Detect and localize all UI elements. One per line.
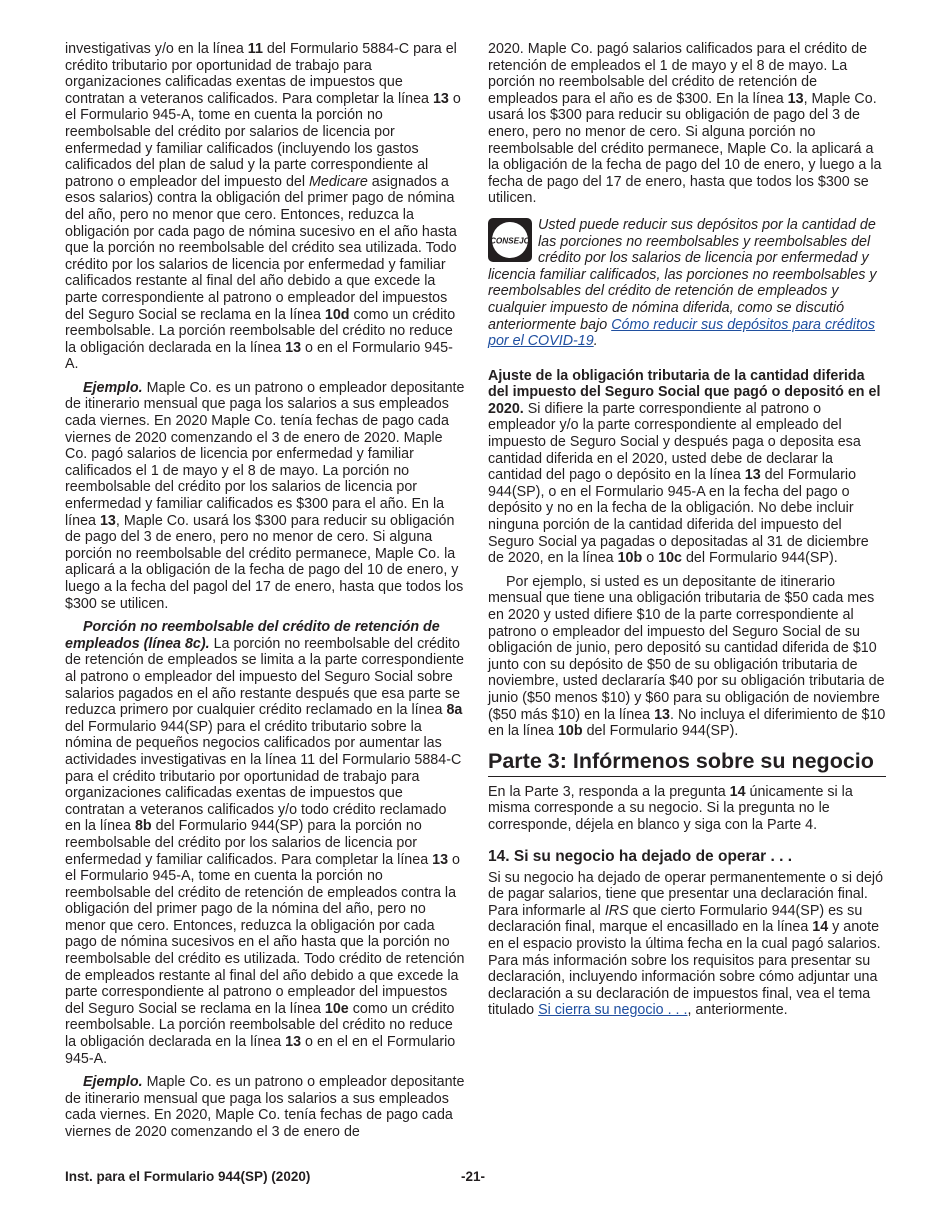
deferred-tax-adjustment-paragraph: Ajuste de la obligación tributaria de la cantidad diferida del impuesto del Seguro Social que pagó o depositó en el 2020. Si difiere la parte correspondiente al patrono o empleador y/o la parte correspondiente al empleado del impuesto de Seguro Social y después paga o deposita esa cantidad diferida en el 2020, usted debe de declarar la cantidad del pago o depósito en la línea 13 del Formulario 944(SP), o en el Formulario 945-A en la fecha del pago o depósito y no en la fecha de la obligación. No debe incluir ninguna porción de la cantidad diferida del impuesto del Seguro Social ya pagadas o depositadas al 31 de diciembre de 2020, en la línea 10b o 10c del Formulario 944(SP).: [488, 367, 881, 567]
footer-title: Inst. para el Formulario 944(SP) (2020): [65, 1169, 311, 1184]
close-business-link[interactable]: Si cierra su negocio . . .: [538, 1002, 688, 1019]
paragraph: 2020. Maple Co. pagó salarios calificados para el crédito de retención de empleados el 1 de mayo y el 8 de mayo. La porción no reembolsable del crédito de retención de empleados para el año es de $300. En la línea 13, Maple Co. usará los $300 para reducir su obligación de pago del 3 de enero, pero no menor de cero. Si alguna porción no reembolsable del crédito permanece, Maple Co. la aplicará a la obligación de la fecha de pago del 10 de enero, y luego a la fecha de pago del 17 de enero, hasta que todos los $300 se utilicen.: [488, 41, 882, 207]
part3-heading: Parte 3: Infórmenos sobre su negocio: [488, 748, 886, 777]
example-paragraph: Ejemplo. Maple Co. es un patrono o empleador depositante de itinerario mensual que paga los salarios a sus empleados cada viernes. En 2020, Maple Co. tenía fechas de pago cada viernes de 2020 comenzando el 3 de enero de: [65, 1074, 465, 1140]
covid-deposits-link[interactable]: Cómo reducir sus depósitos para créditos por el COVID-19: [488, 316, 876, 350]
svg-text:CONSEJO: CONSEJO: [489, 236, 531, 246]
paragraph: investigativas y/o en la línea 11 del Formulario 5884-C para el crédito tributario por oportunidad de trabajo para organizaciones calificadas exentas de impuestos que contratan a veteranos calificados. Para completar la línea 13 o el Formulario 945-A, tome en cuenta la porción no reembolsable del crédito por salarios de licencia por enfermedad y familiar calificados (incluyendo los gastos calificados del plan de salud y la parte correspondiente al patrono o empleador del impuesto del Medicare asignados a esos salarios) contra la obligación del primer pago de nómina del año, pero no menor que cero. Entonces, reduzca la obligación por cada pago de nómina sucesivo en el año hasta que la porción no reembolsable del crédito sea utilizada. Todo crédito por los salarios de licencia por enfermedad y familiar calificados restante al final del año debido a que excede la parte correspondiente al patrono o empleador del impuestos del Seguro Social se reclama en la línea 10d como un crédito reembolsable. La porción reembolsable del crédito no reduce la obligación declarada en la línea 13 o en el Formulario 945-A.: [65, 41, 461, 373]
paragraph: En la Parte 3, responda a la pregunta 14 únicamente si la misma corresponde a su negocio. Si la pregunta no le corresponde, déjela en blanco y siga con la Parte 4.: [488, 783, 853, 833]
tip-box: CONSEJO Usted puede reducir sus depósitos por la cantidad de las porciones no reembolsables y reembolsables del crédito por los salarios de licencia por enfermedad y licencia familiar calificados, las porciones no reembolsables y reembolsables del crédito de retención de empleados y cualquier impuesto de nómina diferida, como se discutió anteriormente bajo Cómo reducir sus depósitos para créditos por el COVID-19.: [488, 216, 877, 350]
consejo-icon: [488, 218, 532, 262]
right-column: [488, 41, 886, 1026]
question-14-heading: 14. Si su negocio ha dejado de operar . . .: [488, 847, 793, 865]
example-paragraph: Ejemplo. Maple Co. es un patrono o empleador depositante de itinerario mensual que paga los salarios a sus empleados cada viernes. En 2020 Maple Co. tenía fechas de pago cada viernes de 2020 comenzando el 3 de enero de 2020. Maple Co. pagó salarios de licencia por enfermedad y familiar calificados el 1 de mayo y el 8 de mayo. La porción no reembolsable del crédito por los salarios de licencia por enfermedad y familiar calificados es $300 para el año. En la línea 13, Maple Co. usará los $300 para reducir su obligación de pago del 3 de enero, pero no menor de cero. Si alguna porción no reembolsable del crédito permanece, Maple Co. la aplicará a la obligación de la fecha de pago del 10 de enero, y luego a la fecha del pagol del 17 de enero, hasta que todos los $300 se utilicen.: [65, 379, 465, 612]
page-number: -21-: [461, 1169, 486, 1184]
nonrefundable-retention-paragraph: Porción no reembolsable del crédito de retención de empleados (línea 8c). La porción no reembolsable del crédito de retención de empleados se limita a la parte correspondiente al patrono o empleador del impuesto del Seguro Social sobre salarios pagados en el año restante después que esa parte se reduzca primero por cualquier crédito reclamado en la línea 8a del Formulario 944(SP) para el crédito tributario sobre la nómina de pequeños negocios calificados por aumentar las actividades investigativas en la línea 11 del Formulario 5884-C para el crédito tributario por oportunidad de trabajo para organizaciones calificadas exentas de impuestos que contratan a veteranos calificados y/o todo crédito reclamado en la línea 8b del Formulario 944(SP) para la porción no reembolsable del crédito por los salarios de licencia por enfermedad y familiar calificados. Para completar la línea 13 o el Formulario 945-A, tome en cuenta la porción no reembolsable del crédito de retención de empleados contra la obligación del primer pago de la nómina del año, pero no menor que cero. Entonces, reduzca la obligación por cada pago de nómina sucesivos en el año hasta que la porción no reembolsable del crédito es utilizada. Todo crédito de retención de empleados restante al final del año debido a que excede la parte correspondiente al patrono o empleador del impuestos del Seguro Social se reclama en la línea 10e como un crédito reembolsable. La porción reembolsable del crédito no reduce la obligación declarada en la línea 13 o en el en el Formulario 945-A.: [65, 619, 465, 1067]
paragraph: Si su negocio ha dejado de operar permanentemente o si dejó de pagar salarios, tiene que presentar una declaración final. Para informarle al IRS que cierto Formulario 944(SP) es su declaración final, marque el encasillado en la línea 14 y anote en el espacio provisto la última fecha en la cual pagó salarios. Para más información sobre los requisitos para presentar su declaración, incluyendo información sobre cómo adjuntar una declaración a su declaración de impuestos final, vea el tema titulado Si cierra su negocio . . ., anteriormente.: [488, 869, 884, 1019]
left-column: [65, 41, 465, 1148]
paragraph: Por ejemplo, si usted es un depositante de itinerario mensual que tiene una obligación tributaria de $50 cada mes en 2020 y usted difiere $10 de la parte correspondiente al patrono o empleador del impuesto del Seguro Social de su obligación de junio, pero depositó su cantidad diferida de $10 junto con su depósito de $50 de su obligación tributaria de noviembre, usted declararía $40 por su obligación tributaria de junio ($50 menos $10) y $60 para su obligación de noviembre ($50 más $10) en la línea 13. No incluya el diferimiento de $10 en la línea 10b del Formulario 944(SP).: [488, 573, 886, 740]
